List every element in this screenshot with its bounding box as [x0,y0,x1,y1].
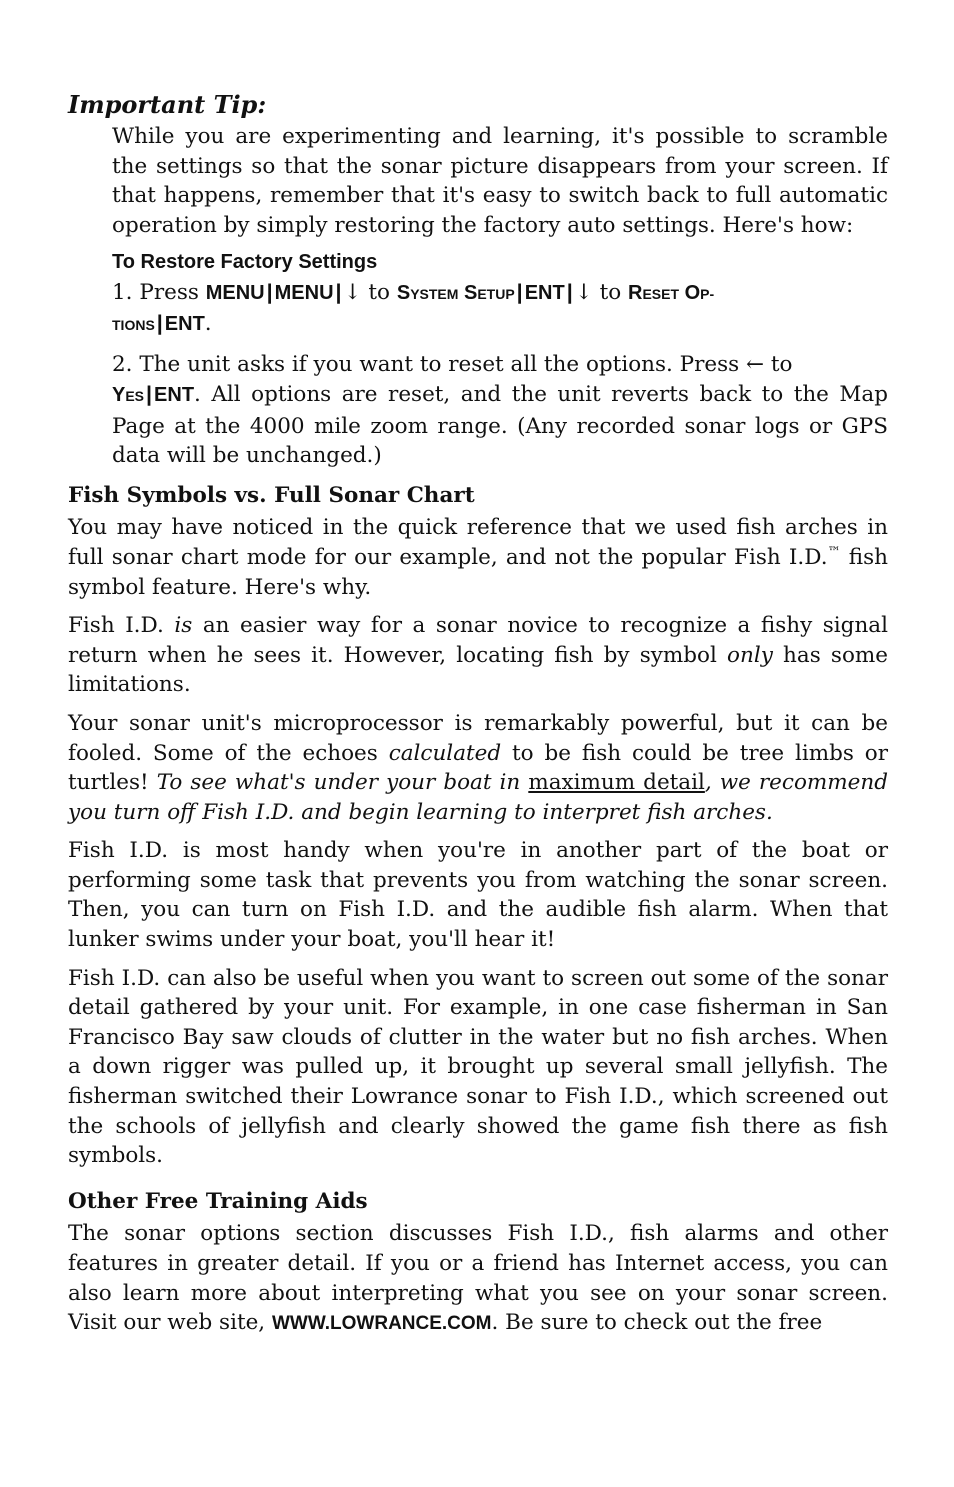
separator-icon: | [516,280,523,305]
fish-p2-is: is [174,613,193,639]
fish-p3-a: Your sonar unit's microprocessor is remarkably powerful, but it can be fooled. Some of the echoes [68,710,888,766]
fish-p3-calculated: calculated [388,740,502,766]
fish-paragraph-4: Fish I.D. is most handy when you're in another part of the boat or performing some task that prevents you from watching the sonar screen. Then, you can turn on Fish I.D. and the audible fish alarm. When that lunker swims under your boat, you'll hear it! [68,838,888,953]
system-rest: YSTEM [410,286,459,303]
fish-p2-b: an easier way for a sonar novice to recognize a fishy signal return when he sees it. However, locating fish by symbol [68,613,888,668]
fish-paragraph-1 [68,513,888,602]
step1-prefix: 1. Press [112,280,199,306]
trademark-icon: ™ [827,544,841,560]
step1-to: to [368,280,390,306]
key-ent-1: ENT [524,282,565,305]
separator-icon: | [146,381,153,406]
fish-p1-b: fish symbol feature. Here's why. [68,544,889,600]
separator-icon: | [156,311,163,336]
reset-rest: ESET [642,286,680,303]
important-tip-heading: Important Tip: [68,90,267,119]
system-setup-menu-name [397,282,515,304]
restore-factory-settings-heading: To Restore Factory Settings [112,251,378,274]
fish-p3-italic-1: To see what's under your boat in [156,770,521,796]
yes-option [112,384,144,406]
restore-step-1 [112,278,888,340]
key-menu-1: MENU [205,282,265,305]
reset-initial: R [628,282,643,305]
step2-text-a: 2. The unit asks if you want to reset all the options. Press ← to [112,352,793,378]
setup-rest: ETUP [477,286,515,303]
key-ent-2: ENT [164,313,205,336]
tip-block [112,122,888,471]
separator-icon: | [266,280,273,305]
yes-initial: Y [112,383,126,406]
options-rest-line1: P- [700,286,715,303]
separator-icon: | [566,280,573,305]
training-p1-a: The sonar options section discusses Fish I.D., fish alarms and other features in greater detail. If you or a friend has Internet access, you can also learn more about interpreting what you see on your sonar screen. Visit our web site, [68,1221,888,1336]
fish-p2-c: has some limitations. [68,642,888,698]
step1-to-2: to [599,280,622,306]
setup-initial: S [463,282,478,305]
fish-p2-a: Fish I.D. [68,613,164,639]
options-initial: O [684,282,701,305]
step2-text-b: . All options are reset, and the unit reverts back to the Map Page at the 4000 mile zoom range. (Any recorded sonar logs or GPS data will be unchanged.) [112,381,888,469]
options-rest-line2: TIONS [112,317,155,334]
fish-symbols-heading: Fish Symbols vs. Full Sonar Chart [68,482,475,508]
fish-p3-underlined: maximum detail [528,770,705,796]
fish-paragraph-2 [68,611,888,700]
training-paragraph-1 [68,1219,888,1338]
key-ent-3: ENT [154,383,195,406]
fish-p3-italic-2: , we recommend you turn off Fish I.D. and begin learning to interpret fish arches. [68,770,888,825]
separator-icon: | [335,280,342,305]
yes-rest: ES [125,387,145,404]
key-menu-2: MENU [274,282,334,305]
fish-paragraph-5: Fish I.D. can also be useful when you want to screen out some of the sonar detail gathered by your unit. For example, in one case fisherman in San Francisco Bay saw clouds of clutter in the water but no fish arches. When a down rigger was pulled up, it brought up several small jellyfish. The fisherman switched their Lowrance sonar to Fish I.D., which screened out the schools of jellyfish and clearly showed the game fish there as fish symbols. [68,965,888,1169]
down-arrow-icon: ↓ [574,280,593,306]
training-p1-b: . Be sure to check out the free [491,1310,823,1336]
system-initial: S [396,282,411,305]
fish-p3-b: to be fish could be tree limbs or turtles! [68,740,888,796]
fish-p2-only: only [727,642,773,668]
tip-body: While you are experimenting and learning, it's possible to scramble the settings so that the sonar picture disappears from your screen. If that happens, remember that it's easy to switch back to full automatic operation by simply restoring the factory auto settings. Here's how: [112,124,888,238]
training-aids-heading: Other Free Training Aids [68,1188,368,1214]
fish-p1-a: You may have noticed in the quick reference that we used fish arches in full sonar chart mode for our example, and not the popular Fish I.D. [68,515,888,570]
restore-step-2 [112,350,888,470]
step1-period: . [204,311,212,337]
fish-paragraph-3 [68,709,888,827]
manual-page [68,88,888,1339]
down-arrow-icon: ↓ [343,280,362,306]
lowrance-website-link[interactable]: WWW.LOWRANCE.COM [272,1313,492,1335]
